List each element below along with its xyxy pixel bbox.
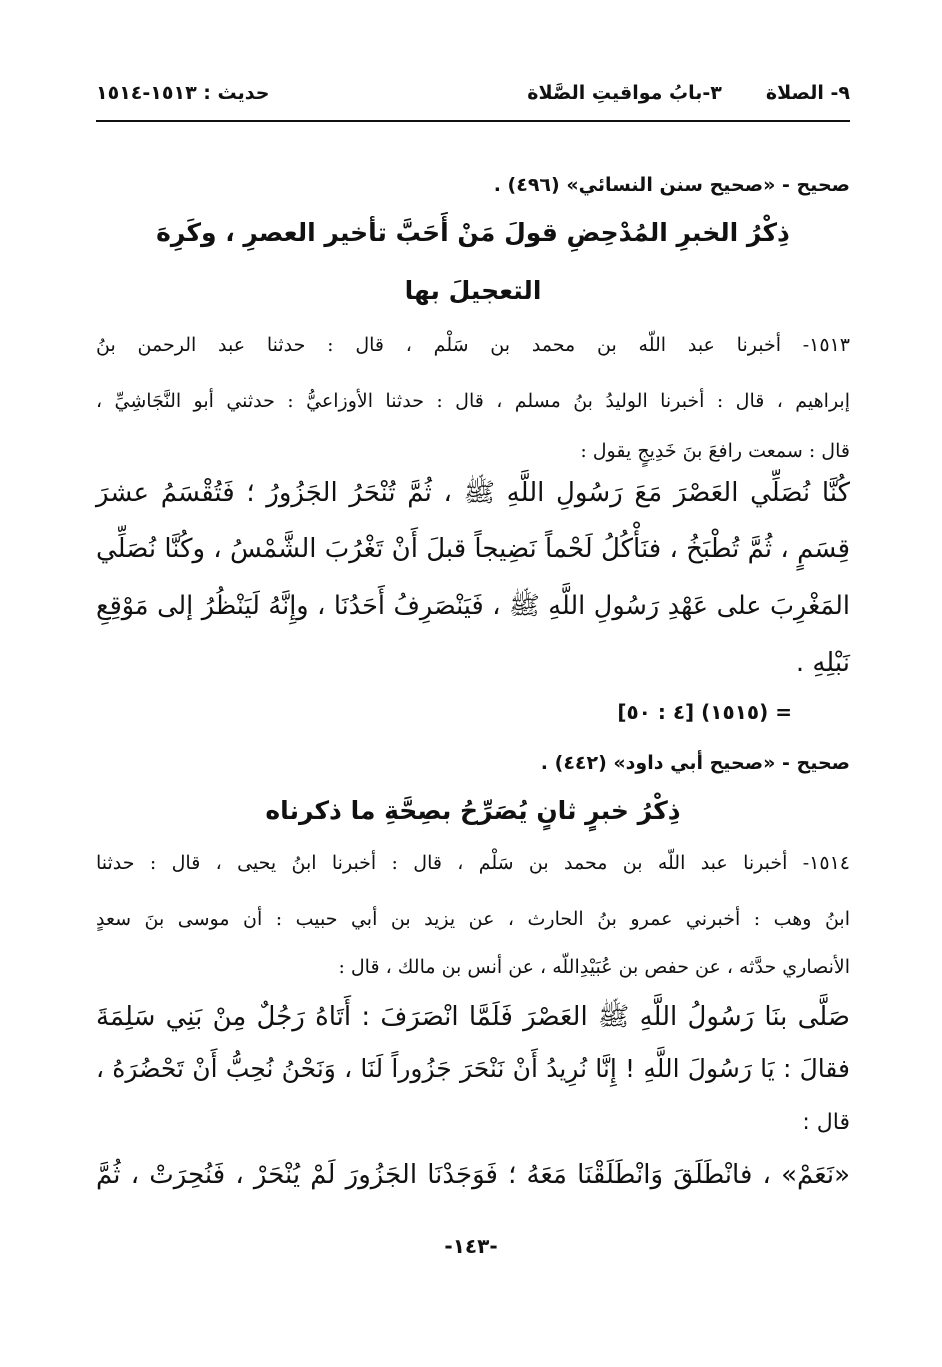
grade-note-2: صحيح - «صحيح أبي داود» (٤٤٢) . bbox=[540, 752, 850, 774]
isnad-1514-line1: ١٥١٤- أخبرنا عبد اللّه بن محمد بن سَلْم ، قال : أخبرنا ابنُ يحيى ، قال : حدثنا bbox=[96, 852, 850, 874]
matn-1514-line2: فقالَ : يَا رَسُولَ اللَّهِ ! إِنَّا نُرِيدُ أَنْ نَنْحَرَ جَزُوراً لَنَا ، وَنَحْنُ نُحِبُّ أَنْ تَحْضُرَهُ ، bbox=[96, 1054, 850, 1083]
header-divider bbox=[96, 120, 850, 122]
isnad-1514-line3: الأنصاري حدَّثه ، عن حفص بن عُبَيْدِاللّه ، عن أنس بن مالك ، قال : bbox=[338, 956, 850, 978]
cross-reference: = (١٥١٥) [٤ : ٥٠] bbox=[617, 700, 792, 724]
section-heading-1-line2: التعجيلَ بها bbox=[404, 276, 542, 305]
matn-1514-line3: قال : bbox=[802, 1110, 850, 1135]
header-titles bbox=[483, 82, 850, 104]
matn-1513-line2: قِسَمٍ ، ثُمَّ تُطْبَخُ ، فنَأْكُلُ لَحْماً نَضِيجاً قبلَ أَنْ تَغْرُبَ الشَّمْسُ ، وكُنَّا نُصَلِّي bbox=[96, 534, 850, 564]
section-heading-2: ذِكْرُ خبرٍ ثانٍ يُصَرِّحُ بصِحَّةِ ما ذكرناه bbox=[265, 796, 681, 825]
isnad-1514-line2: ابنُ وهب : أخبرني عمرو بنُ الحارث ، عن يزيد بن أبي حبيب : أن موسى بنَ سعدٍ bbox=[96, 908, 850, 930]
isnad-1513-line3: قال : سمعت رافعَ بنَ خَدِيجٍ يقول : bbox=[580, 440, 850, 462]
running-header bbox=[96, 78, 850, 114]
matn-1513-line1: كُنَّا نُصَلِّي العَصْرَ مَعَ رَسُولِ اللَّهِ ﷺ ، ثُمَّ تُنْحَرُ الجَزُورُ ؛ فَتُقْسَمُ عشرَ bbox=[96, 478, 850, 508]
book-label: ٩- الصلاة bbox=[765, 82, 850, 104]
isnad-1513-line2: إبراهيم ، قال : أخبرنا الوليدُ بنُ مسلم ، قال : حدثنا الأوزاعيُّ : حدثني أبو النَّجَاشِيِّ ، bbox=[96, 390, 850, 412]
chapter-label: ٣-بابُ مواقيتِ الصَّلاة bbox=[527, 82, 722, 104]
grade-note-1: صحيح - «صحيح سنن النسائي» (٤٩٦) . bbox=[493, 174, 850, 196]
hadith-range: حديث : ١٥١٣-١٥١٤ bbox=[96, 82, 270, 104]
section-heading-1-line1: ذِكْرُ الخبرِ المُدْحِضِ قولَ مَنْ أَحَبَّ تأخير العصرِ ، وكَرِهَ bbox=[156, 218, 790, 247]
isnad-1513-line1: ١٥١٣- أخبرنا عبد اللّه بن محمد بن سَلْم ، قال : حدثنا عبد الرحمن بنُ bbox=[96, 334, 850, 356]
page-number: -١٤٣- bbox=[444, 1234, 498, 1258]
matn-1514-line1: صَلَّى بنَا رَسُولُ اللَّهِ ﷺ العَصْرَ فَلَمَّا انْصَرَفَ : أَتَاهُ رَجُلٌ مِنْ بَنِي سَلِمَةَ bbox=[96, 1002, 850, 1032]
matn-1513-line3: المَغْرِبَ على عَهْدِ رَسُولِ اللَّهِ ﷺ ، فَيَنْصَرِفُ أَحَدُنَا ، وإِنَّهُ لَيَنْظُرُ إلى مَوْقِعِ bbox=[96, 591, 850, 621]
matn-1514-line4: «نَعَمْ» ، فانْطَلَقَ وَانْطَلَقْنَا مَعَهُ ؛ فَوَجَدْنَا الجَزُورَ لَمْ يُنْحَرْ ، فَنُحِرَتْ ، ثُمَّ bbox=[96, 1160, 850, 1190]
matn-1513-line4: نَبْلِهِ . bbox=[795, 648, 850, 678]
